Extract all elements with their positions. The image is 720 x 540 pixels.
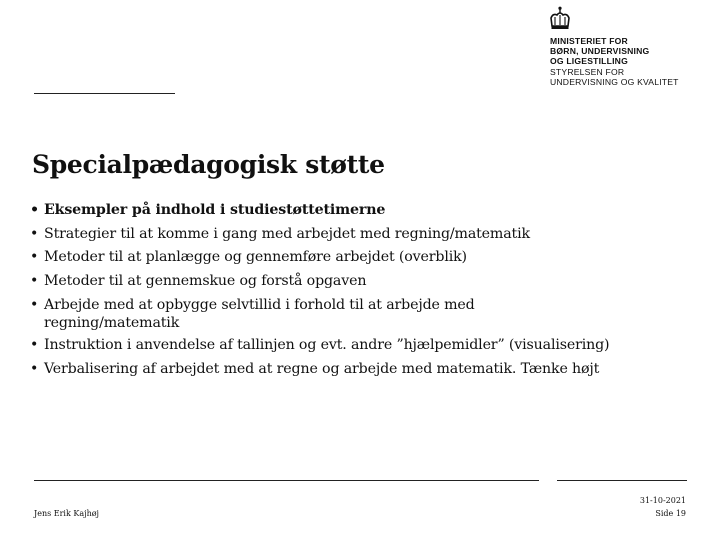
bullet-item <box>30 223 700 247</box>
logo-line: STYRELSEN FOR <box>550 66 625 77</box>
bullet-text: Eksempler på indhold i studiestøttetimerne <box>44 202 386 218</box>
bullet-dot: • <box>30 296 39 313</box>
bullet-dot: • <box>30 202 39 218</box>
bullet-item <box>30 293 544 334</box>
footer-page-number: Side 19 <box>655 509 686 518</box>
logo-line: BØRN, UNDERVISNING <box>550 46 650 57</box>
logo-line: OG LIGESTILLING <box>550 56 628 67</box>
bullet-text: Instruktion i anvendelse af tallinjen og evt. andre ”hjælpemidler” (visualisering) <box>44 337 610 353</box>
bullet-item <box>30 246 700 270</box>
ministry-logo <box>548 6 708 90</box>
footer-divider-left <box>34 480 539 481</box>
bullet-text: Arbejde med at opbygge selvtillid i forhold til at arbejde med regning/matematik <box>44 296 475 331</box>
bullet-item <box>30 334 700 358</box>
bullet-dot: • <box>30 337 39 353</box>
bullet-dot: • <box>30 249 39 265</box>
bullet-item <box>30 358 700 382</box>
bullet-text: Metoder til at gennemskue og forstå opgaven <box>44 272 367 289</box>
footer-divider-right <box>557 480 687 481</box>
bullet-dot: • <box>30 360 39 377</box>
bullet-list <box>30 199 700 381</box>
logo-text <box>550 36 720 87</box>
bullet-text: Verbalisering af arbejdet med at regne og arbejde med matematik. Tænke højt <box>44 360 600 377</box>
bullet-dot: • <box>30 272 39 289</box>
footer-author: Jens Erik Kajhøj <box>34 509 100 518</box>
bullet-text: Strategier til at komme i gang med arbejdet med regning/matematik <box>44 225 530 242</box>
logo-line: MINISTERIET FOR <box>550 36 628 46</box>
header-divider <box>34 93 175 94</box>
bullet-item <box>30 199 700 223</box>
bullet-dot: • <box>30 225 39 242</box>
bullet-text: Metoder til at planlægge og gennemføre arbejdet (overblik) <box>44 249 467 265</box>
slide-title: Specialpædagogisk støtte <box>32 150 385 179</box>
footer-date: 31-10-2021 <box>639 496 686 505</box>
bullet-item <box>30 270 700 294</box>
logo-line: UNDERVISNING OG KVALITET <box>550 76 679 87</box>
crown-icon <box>548 6 572 34</box>
